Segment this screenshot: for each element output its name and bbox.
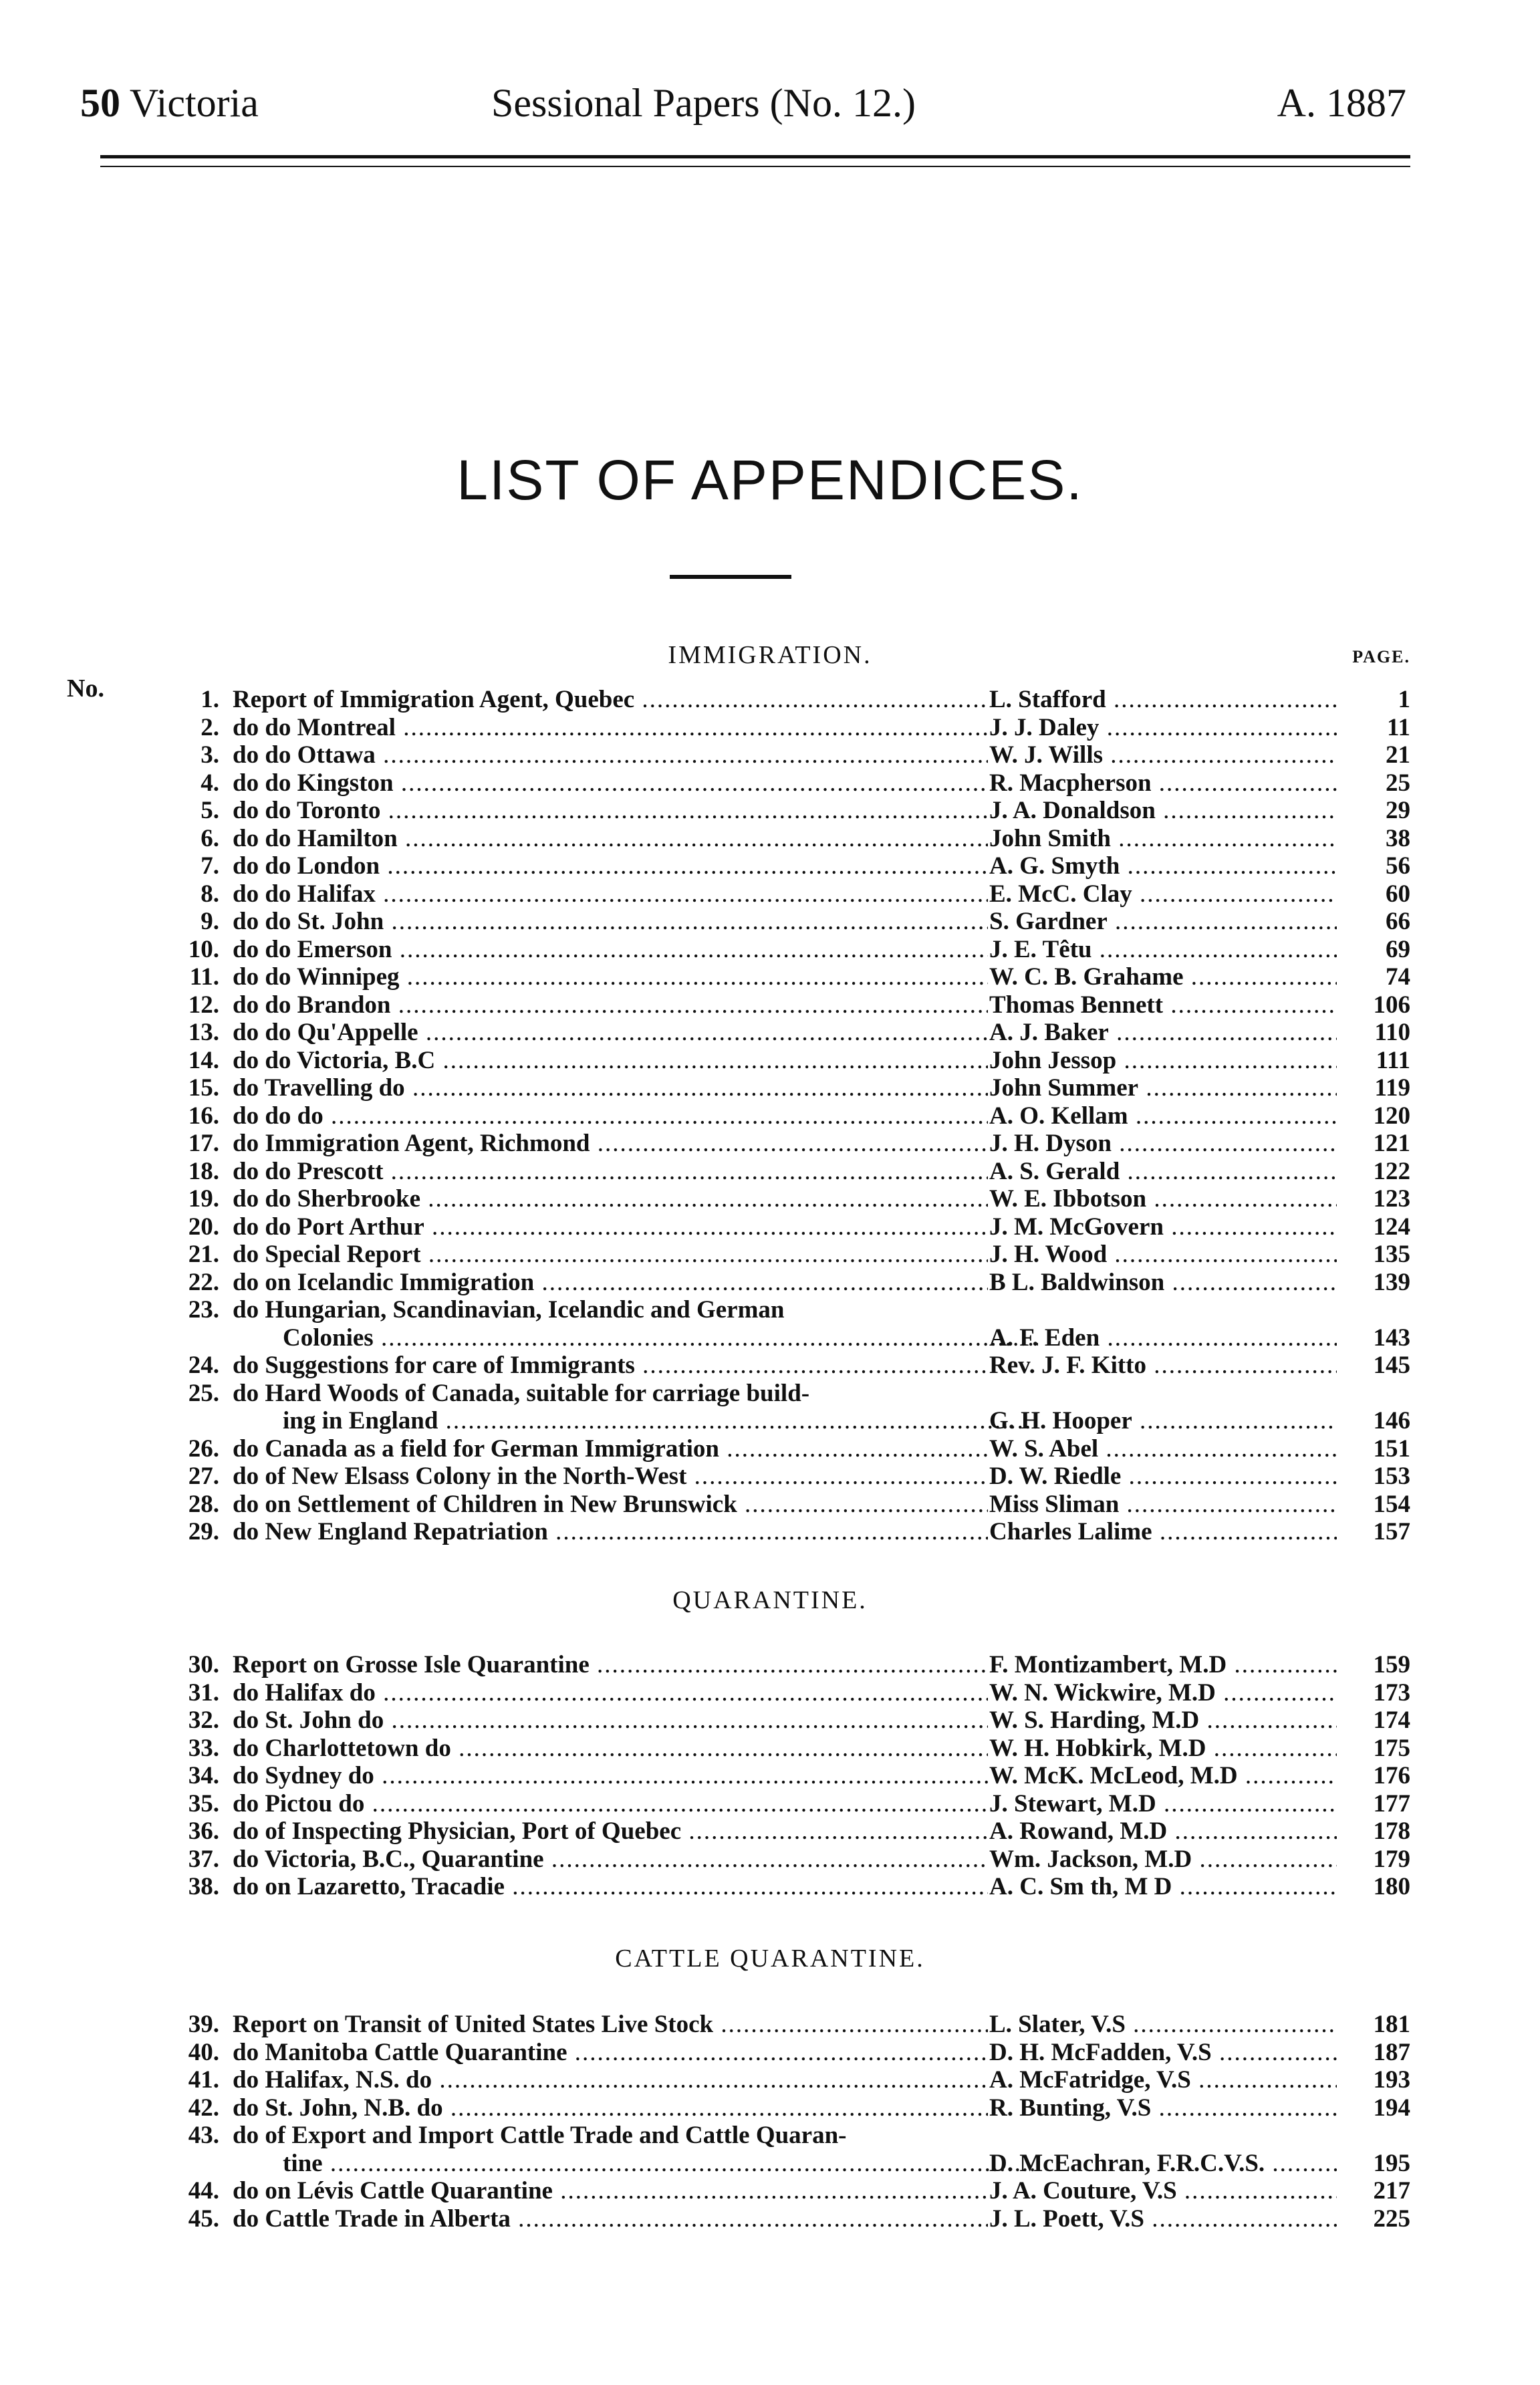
appendix-page: 121 <box>1373 1130 1410 1157</box>
appendix-entry <box>0 1380 1540 1408</box>
appendix-page: 194 <box>1373 2094 1410 2122</box>
appendix-page: 178 <box>1373 1817 1410 1845</box>
appendix-number: 9. <box>201 908 219 935</box>
header-rule-thick <box>100 155 1410 158</box>
appendix-entry <box>0 1463 1540 1491</box>
appendix-number: 28. <box>188 1490 219 1518</box>
appendix-entry <box>0 1735 1540 1763</box>
appendix-number: 44. <box>188 2177 219 2205</box>
appendix-author: R. Macpherson ..... <box>989 769 1337 797</box>
appendix-page: 176 <box>1373 1762 1410 1789</box>
appendix-entry <box>0 1047 1540 1075</box>
appendix-title: do Canada as a field for German Immigration ..... <box>233 1435 988 1463</box>
appendix-title: Report on Transit of United States Live Stock ..... <box>233 2011 988 2039</box>
appendix-number: 4. <box>201 769 219 797</box>
appendix-number: 15. <box>188 1074 219 1102</box>
appendix-author: A. F. Eden ..... <box>989 1324 1337 1352</box>
appendix-title: do Halifax do ..... <box>233 1679 988 1707</box>
appendix-title: do do Halifax ..... <box>233 880 988 908</box>
appendix-title: do do St. John ..... <box>233 908 988 936</box>
appendix-author: J. E. Têtu ..... <box>989 936 1337 964</box>
section-heading-quarantine: QUARANTINE. <box>672 1586 868 1614</box>
appendix-title: do do Montreal ..... <box>233 714 988 742</box>
appendix-page: 177 <box>1373 1789 1410 1817</box>
appendix-entry <box>0 991 1540 1019</box>
appendix-list-cattle-quarantine <box>0 2011 1540 2233</box>
appendix-entry <box>0 852 1540 880</box>
appendix-author: A. G. Smyth ..... <box>989 852 1337 880</box>
appendix-page: 74 <box>1386 963 1410 991</box>
appendix-number: 38. <box>188 1873 219 1900</box>
appendix-title: tine ..... <box>233 2150 1038 2178</box>
appendix-entry <box>0 1158 1540 1186</box>
appendix-author: D. W. Riedle ..... <box>989 1463 1337 1491</box>
appendix-number: 34. <box>188 1762 219 1789</box>
appendix-page: 106 <box>1373 991 1410 1019</box>
appendix-entry <box>0 1873 1540 1901</box>
appendix-author: Wm. Jackson, M.D ..... <box>989 1846 1337 1874</box>
appendix-page: 139 <box>1373 1268 1410 1296</box>
appendix-entry <box>0 1019 1540 1047</box>
appendix-entry <box>0 1491 1540 1519</box>
appendix-number: 24. <box>188 1352 219 1379</box>
appendix-number: 36. <box>188 1817 219 1845</box>
appendix-entry <box>0 2011 1540 2039</box>
appendix-page: 38 <box>1386 824 1410 852</box>
appendix-page: 143 <box>1373 1324 1410 1352</box>
section-heading-cattle-quarantine: CATTLE QUARANTINE. <box>615 1944 925 1973</box>
appendix-author: A. O. Kellam ..... <box>989 1102 1337 1130</box>
appendix-title: do Charlottetown do ..... <box>233 1735 988 1763</box>
appendix-number: 37. <box>188 1845 219 1873</box>
appendix-page: 124 <box>1373 1213 1410 1241</box>
appendix-number: 32. <box>188 1707 219 1734</box>
header-right: A. 1887 <box>1277 81 1406 125</box>
appendix-page: 1 <box>1398 686 1410 713</box>
appendix-page: 154 <box>1373 1490 1410 1518</box>
appendix-entry <box>0 1679 1540 1707</box>
appendix-entry <box>0 1352 1540 1380</box>
appendix-number: 20. <box>188 1213 219 1241</box>
appendix-page: 69 <box>1386 935 1410 963</box>
appendix-author: W. S. Abel ..... <box>989 1435 1337 1463</box>
appendix-page: 119 <box>1374 1074 1410 1102</box>
appendix-number: 10. <box>188 935 219 963</box>
appendix-entry <box>0 1407 1540 1435</box>
appendix-author: W. N. Wickwire, M.D ..... <box>989 1679 1337 1707</box>
appendix-author: Charles Lalime ..... <box>989 1518 1337 1546</box>
appendix-author: J. A. Couture, V.S ..... <box>989 2177 1337 2205</box>
appendix-author: J. H. Wood ..... <box>989 1241 1337 1269</box>
appendix-entry <box>0 1762 1540 1790</box>
appendix-entry <box>0 686 1540 714</box>
appendix-page: 151 <box>1373 1434 1410 1463</box>
appendix-title: ing in England ..... <box>233 1407 1038 1435</box>
appendix-page: 56 <box>1386 852 1410 880</box>
appendix-title: do Hard Woods of Canada, suitable for carriage build- <box>233 1379 810 1407</box>
appendix-title: do Cattle Trade in Alberta ..... <box>233 2205 988 2233</box>
appendix-author: W. McK. McLeod, M.D ..... <box>989 1762 1337 1790</box>
appendix-number: 8. <box>201 880 219 908</box>
appendix-author: Thomas Bennett ..... <box>989 991 1337 1019</box>
appendix-entry <box>0 1213 1540 1241</box>
appendix-entry <box>0 769 1540 797</box>
appendix-author: B L. Baldwinson ..... <box>989 1269 1337 1297</box>
appendix-number: 22. <box>188 1268 219 1296</box>
appendix-title: Report on Grosse Isle Quarantine ..... <box>233 1651 988 1679</box>
appendix-list-immigration <box>0 686 1540 1546</box>
appendix-page: 11 <box>1387 713 1410 741</box>
appendix-author: S. Gardner ..... <box>989 908 1337 936</box>
appendix-author: W. E. Ibbotson ..... <box>989 1185 1337 1213</box>
appendix-number: 33. <box>188 1734 219 1762</box>
appendix-number: 41. <box>188 2066 219 2094</box>
appendix-number: 11. <box>189 963 219 991</box>
appendix-title: do do do ..... <box>233 1102 988 1130</box>
appendix-author: R. Bunting, V.S ..... <box>989 2094 1337 2122</box>
appendix-title: do Suggestions for care of Immigrants ..... <box>233 1352 988 1380</box>
appendix-title: do New England Repatriation ..... <box>233 1518 988 1546</box>
appendix-entry <box>0 1518 1540 1546</box>
appendix-title: do do Winnipeg ..... <box>233 963 988 991</box>
appendix-entry <box>0 1074 1540 1102</box>
appendix-entry <box>0 2177 1540 2205</box>
appendix-author: John Smith ..... <box>989 825 1337 853</box>
page-column-header: PAGE. <box>1352 647 1410 666</box>
appendix-entry <box>0 2122 1540 2150</box>
appendix-title: do on Settlement of Children in New Brunswick ..... <box>233 1491 988 1519</box>
appendix-title: do on Icelandic Immigration ..... <box>233 1269 988 1297</box>
appendix-title: do Halifax, N.S. do ..... <box>233 2066 988 2094</box>
appendix-number: 43. <box>188 2122 219 2149</box>
appendix-author: W. S. Harding, M.D ..... <box>989 1707 1337 1735</box>
appendix-page: 175 <box>1373 1734 1410 1762</box>
appendix-number: 12. <box>188 991 219 1019</box>
appendix-page: 29 <box>1386 797 1410 824</box>
appendix-entry <box>0 1707 1540 1735</box>
section-heading-immigration: IMMIGRATION. <box>668 641 872 669</box>
appendix-author: E. McC. Clay ..... <box>989 880 1337 908</box>
appendix-entry <box>0 2066 1540 2094</box>
appendix-number: 16. <box>188 1102 219 1130</box>
appendix-title: do St. John do ..... <box>233 1707 988 1735</box>
appendix-page: 66 <box>1386 908 1410 935</box>
header-left: 50 Victoria <box>80 81 259 125</box>
appendix-author: A. McFatridge, V.S ..... <box>989 2066 1337 2094</box>
appendix-title: do do Brandon ..... <box>233 991 988 1019</box>
appendix-number: 7. <box>201 852 219 880</box>
appendix-list-quarantine <box>0 1651 1540 1901</box>
appendix-title: do do Emerson ..... <box>233 936 988 964</box>
appendix-page: 174 <box>1373 1707 1410 1734</box>
appendix-entry <box>0 1269 1540 1297</box>
appendix-page: 120 <box>1373 1102 1410 1130</box>
appendix-number: 1. <box>201 686 219 713</box>
appendix-page: 110 <box>1374 1019 1410 1046</box>
appendix-entry <box>0 741 1540 769</box>
appendix-author: D. H. McFadden, V.S ..... <box>989 2039 1337 2067</box>
appendix-entry <box>0 1185 1540 1213</box>
appendix-author: J. J. Daley ..... <box>989 714 1337 742</box>
page-title: LIST OF APPENDICES. <box>457 449 1083 511</box>
appendix-title: do do Prescott ..... <box>233 1158 988 1186</box>
appendix-author: W. C. B. Grahame ..... <box>989 963 1337 991</box>
appendix-title: do on Lazaretto, Tracadie ..... <box>233 1873 988 1901</box>
appendix-title: do do Qu'Appelle ..... <box>233 1019 988 1047</box>
appendix-author: A. C. Sm th, M D ..... <box>989 1873 1337 1901</box>
page-header <box>0 67 1540 140</box>
appendix-number: 5. <box>201 797 219 824</box>
appendix-page: 60 <box>1386 880 1410 908</box>
appendix-entry <box>0 714 1540 742</box>
appendix-author: John Summer ..... <box>989 1074 1337 1102</box>
appendix-author: W. H. Hobkirk, M.D ..... <box>989 1735 1337 1763</box>
appendix-entry <box>0 797 1540 825</box>
appendix-entry <box>0 1324 1540 1352</box>
appendix-entry <box>0 1651 1540 1679</box>
appendix-entry <box>0 2039 1540 2067</box>
appendix-number: 21. <box>188 1241 219 1268</box>
appendix-number: 17. <box>188 1130 219 1157</box>
appendix-author: L. Stafford ..... <box>989 686 1337 714</box>
appendix-page: 180 <box>1373 1873 1410 1900</box>
appendix-page: 153 <box>1373 1463 1410 1490</box>
appendix-title: do Pictou do ..... <box>233 1790 988 1818</box>
appendix-page: 25 <box>1386 769 1410 797</box>
appendix-author: Miss Sliman ..... <box>989 1491 1337 1519</box>
appendix-number: 14. <box>188 1046 219 1074</box>
appendix-author: J. L. Poett, V.S ..... <box>989 2205 1337 2233</box>
appendix-entry <box>0 1102 1540 1130</box>
appendix-number: 45. <box>188 2205 219 2233</box>
appendix-entry <box>0 1296 1540 1324</box>
appendix-entry <box>0 1846 1540 1874</box>
appendix-number: 23. <box>188 1296 219 1324</box>
appendix-title: do Hungarian, Scandinavian, Icelandic and German <box>233 1296 785 1324</box>
appendix-page: 193 <box>1373 2066 1410 2094</box>
appendix-number: 19. <box>188 1185 219 1213</box>
appendix-entry <box>0 825 1540 853</box>
appendix-page: 217 <box>1373 2177 1410 2205</box>
appendix-author: Rev. J. F. Kitto ..... <box>989 1352 1337 1380</box>
appendix-entry <box>0 1817 1540 1846</box>
appendix-title: do of Inspecting Physician, Port of Quebec ..... <box>233 1817 988 1846</box>
appendix-number: 40. <box>188 2038 219 2066</box>
appendix-title: do Victoria, B.C., Quarantine ..... <box>233 1846 988 1874</box>
appendix-author: J. Stewart, M.D ..... <box>989 1790 1337 1818</box>
appendix-number: 3. <box>201 741 219 769</box>
appendix-author: L. Slater, V.S ..... <box>989 2011 1337 2039</box>
appendix-entry <box>0 908 1540 936</box>
appendix-author: John Jessop ..... <box>989 1047 1337 1075</box>
appendix-author: A. Rowand, M.D ..... <box>989 1817 1337 1846</box>
appendix-title: Report of Immigration Agent, Quebec ..... <box>233 686 988 714</box>
appendix-page: 179 <box>1373 1845 1410 1873</box>
appendix-title: do St. John, N.B. do ..... <box>233 2094 988 2122</box>
appendix-page: 225 <box>1373 2205 1410 2233</box>
number-column-header: No. <box>67 674 104 703</box>
appendix-number: 30. <box>188 1651 219 1678</box>
appendix-author: A. J. Baker ..... <box>989 1019 1337 1047</box>
appendix-page: 159 <box>1373 1651 1410 1678</box>
appendix-author: D. McEachran, F.R.C.V.S. ..... <box>989 2150 1337 2178</box>
appendix-title: do do Victoria, B.C ..... <box>233 1047 988 1075</box>
appendix-page: 21 <box>1386 741 1410 769</box>
appendix-entry <box>0 1130 1540 1158</box>
appendix-title: do do Toronto ..... <box>233 797 988 825</box>
appendix-author: J. A. Donaldson ..... <box>989 797 1337 825</box>
appendix-title: do do Sherbrooke ..... <box>233 1185 988 1213</box>
appendix-page: 195 <box>1373 2149 1410 2177</box>
appendix-number: 26. <box>188 1434 219 1463</box>
appendix-number: 29. <box>188 1518 219 1545</box>
appendix-number: 2. <box>201 713 219 741</box>
appendix-entry <box>0 1790 1540 1818</box>
appendix-author: G. H. Hooper ..... <box>989 1407 1337 1435</box>
appendix-number: 25. <box>188 1379 219 1407</box>
appendix-page: 145 <box>1373 1352 1410 1379</box>
appendix-entry <box>0 936 1540 964</box>
appendix-page: 135 <box>1373 1241 1410 1268</box>
appendix-number: 13. <box>188 1019 219 1046</box>
appendix-page: 146 <box>1373 1407 1410 1434</box>
appendix-title: do Sydney do ..... <box>233 1762 988 1790</box>
appendix-entry <box>0 2094 1540 2122</box>
appendix-entry <box>0 963 1540 991</box>
appendix-title: do of Export and Import Cattle Trade and Cattle Quaran- <box>233 2122 847 2149</box>
appendix-entry <box>0 1241 1540 1269</box>
appendix-page: 173 <box>1373 1678 1410 1707</box>
appendix-author: A. S. Gerald ..... <box>989 1158 1337 1186</box>
appendix-title: do Immigration Agent, Richmond ..... <box>233 1130 988 1158</box>
appendix-title: do Travelling do ..... <box>233 1074 988 1102</box>
appendix-title: do Manitoba Cattle Quarantine ..... <box>233 2039 988 2067</box>
appendix-title: do do Ottawa ..... <box>233 741 988 769</box>
appendix-number: 39. <box>188 2011 219 2038</box>
title-rule <box>670 575 791 579</box>
appendix-number: 31. <box>188 1678 219 1707</box>
appendix-page: 187 <box>1373 2038 1410 2066</box>
appendix-page: 111 <box>1376 1046 1410 1074</box>
appendix-page: 123 <box>1373 1185 1410 1213</box>
appendix-title: do do Kingston ..... <box>233 769 988 797</box>
appendix-title: do on Lévis Cattle Quarantine ..... <box>233 2177 988 2205</box>
appendix-entry <box>0 1435 1540 1463</box>
appendix-author: F. Montizambert, M.D ..... <box>989 1651 1337 1679</box>
appendix-author: J. M. McGovern ..... <box>989 1213 1337 1241</box>
appendix-entry <box>0 2150 1540 2178</box>
appendix-number: 6. <box>201 824 219 852</box>
appendix-number: 42. <box>188 2094 219 2122</box>
appendix-title: do do Port Arthur ..... <box>233 1213 988 1241</box>
appendix-title: do Special Report ..... <box>233 1241 988 1269</box>
appendix-title: do do London ..... <box>233 852 988 880</box>
appendix-title: Colonies ..... <box>233 1324 1038 1352</box>
appendix-page: 157 <box>1373 1518 1410 1545</box>
appendix-entry <box>0 2205 1540 2233</box>
appendix-number: 27. <box>188 1463 219 1490</box>
appendix-number: 18. <box>188 1157 219 1185</box>
appendix-page: 122 <box>1373 1157 1410 1185</box>
appendix-author: J. H. Dyson ..... <box>989 1130 1337 1158</box>
header-center: Sessional Papers (No. 12.) <box>491 81 916 125</box>
header-rule-thin <box>100 166 1410 167</box>
appendix-author: W. J. Wills ..... <box>989 741 1337 769</box>
appendix-page: 181 <box>1373 2011 1410 2038</box>
appendix-title: do of New Elsass Colony in the North-West ..... <box>233 1463 988 1491</box>
appendix-number: 35. <box>188 1789 219 1817</box>
appendix-title: do do Hamilton ..... <box>233 825 988 853</box>
appendix-entry <box>0 880 1540 908</box>
